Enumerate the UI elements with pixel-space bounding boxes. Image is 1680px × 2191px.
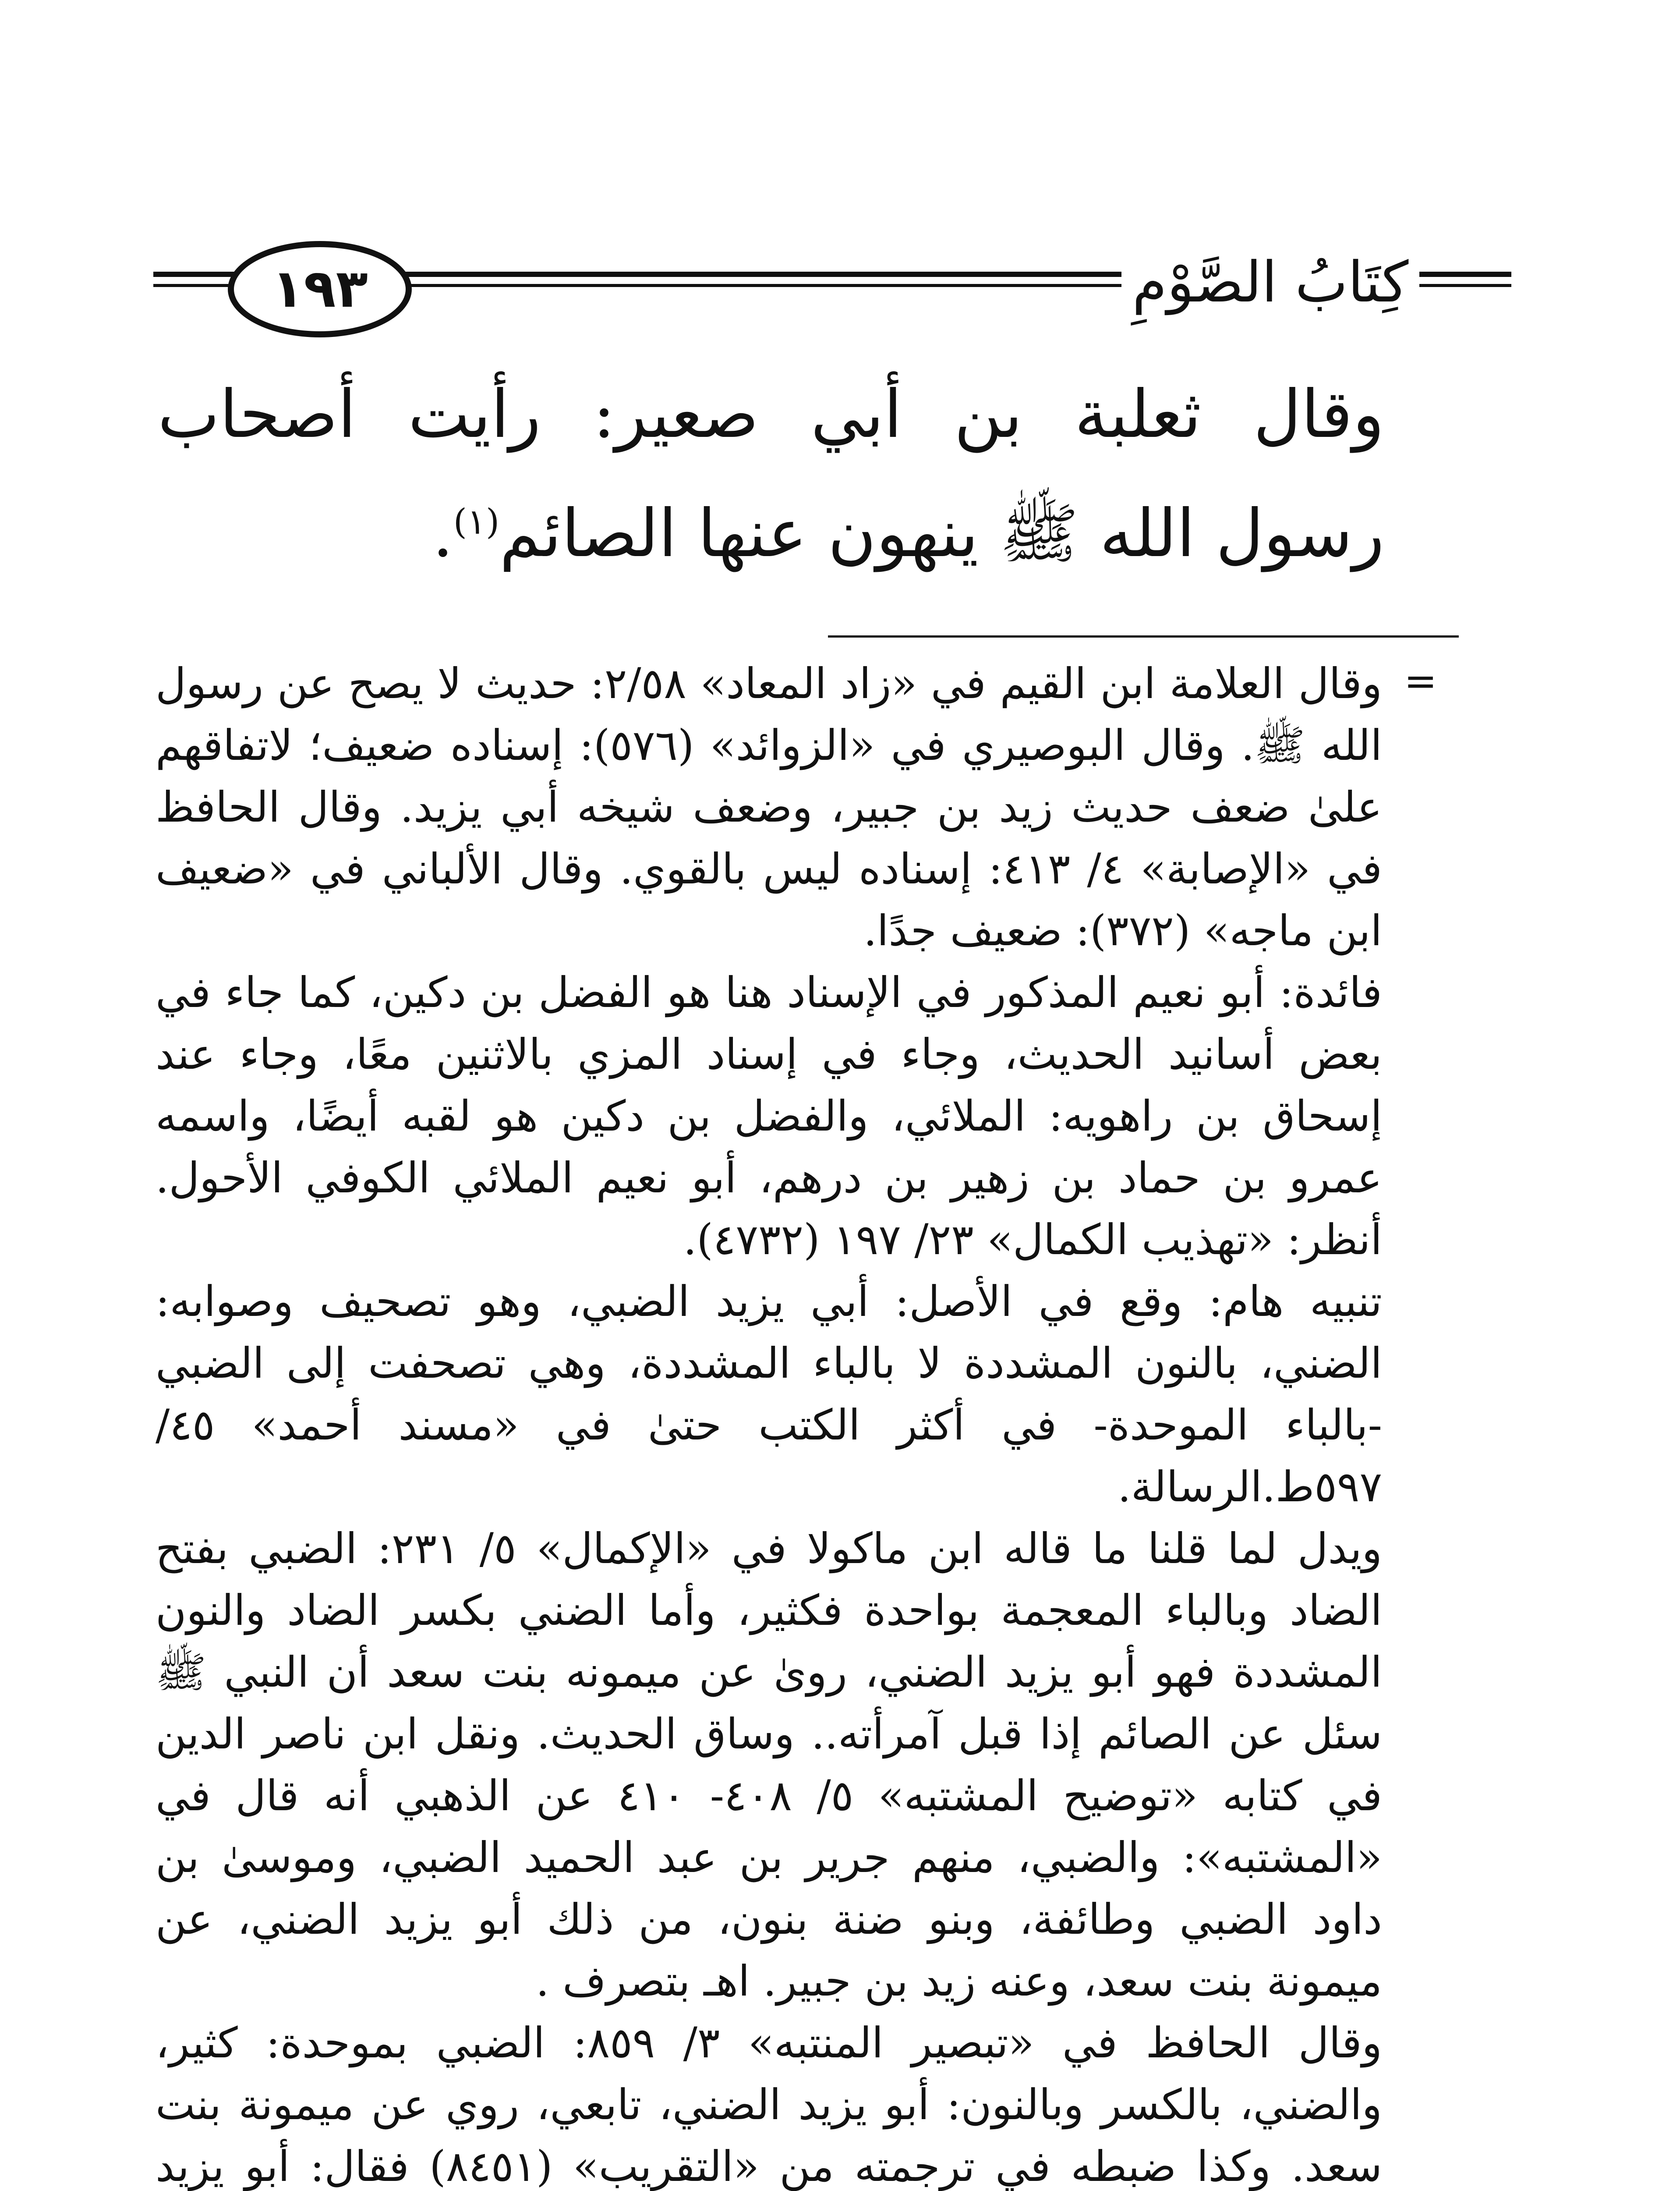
main-text-period: . — [432, 496, 453, 572]
page-number: ١٩٣ — [272, 259, 368, 319]
footnote-paragraph: فائدة: أبو نعيم المذكور في الإسناد هنا هو الفضل بن دكين، كما جاء في بعض أسانيد الحديث، وجاء في إسناد المزي بالاثنين معًا، وجاء عند إسحاق بن راهويه: الملائي، والفضل بن دكين هو لقبه أيضًا، واسمه عمرو بن حماد بن زهير بن درهم، أبو نعيم الملائي الكوفي الأحول. أنظر: «تهذيب الكمال» ٢٣/ ١٩٧ (٤٧٣٢). — [156, 968, 1383, 1264]
main-paragraph — [158, 355, 1384, 593]
footnote-paragraph: وقال العلامة ابن القيم في «زاد المعاد» ٢/٥٨: حديث لا يصح عن رسول الله ﷺ. وقال البوصيري في «الزوائد» (٥٧٦): إسناده ضعيف؛ لاتفاقهم علىٰ ضعف حديث زيد بن جبير، وضعف شيخه أبي يزيد. وقال الحافظ في «الإصابة» ٤/ ٤١٣: إسناده ليس بالقوي. وقال الألباني في «ضعيف ابن ماجه» (٣٧٢): ضعيف جدًا. — [156, 659, 1383, 955]
continuation-marker: = — [1404, 658, 1437, 704]
footnote-reference: (١) — [453, 501, 500, 542]
header-rule-middle-lower — [399, 284, 1139, 287]
page-number-badge — [228, 241, 412, 337]
footnote-separator — [828, 635, 1459, 638]
main-text: وقال ثعلبة بن أبي صعير: رأيت أصحاب رسول الله ﷺ ينهون عنها الصائم — [158, 376, 1384, 572]
footnote-paragraph: وقال الحافظ في «تبصير المنتبه» ٣/ ٨٥٩: الضبي بموحدة: كثير، والضني، بالكسر وبالنون: أبو يزيد الضني، تابعي، روي عن ميمونة بنت سعد. وكذا ضبطه في ترجمته من «التقريب» (٨٤٥١) فقال: أبو يزيد — [156, 2018, 1383, 2191]
header-rule-right — [1411, 272, 1511, 277]
header-rule-middle — [399, 272, 1139, 277]
footnote-paragraph: تنبيه هام: وقع في الأصل: أبي يزيد الضبي، وهو تصحيف وصوابه: الضني، بالنون المشددة لا بالباء المشددة، وهي تصحفت إلى الضبي -بالباء الموحدة- في أكثر الكتب حتىٰ في «مسند أحمد» ٤٥/ ٥٩٧ط.الرسالة. — [156, 1277, 1382, 1511]
footnotes-section — [156, 653, 1382, 2191]
book-title: كِتَابُ الصَّوْمِ — [1121, 249, 1419, 316]
header-rule-right-lower — [1411, 284, 1511, 287]
footnote-paragraph: ويدل لما قلنا ما قاله ابن ماكولا في «الإكمال» ٥/ ٢٣١: الضبي بفتح الضاد وبالباء المعجمة بواحدة فكثير، وأما الضني بكسر الضاد والنون المشددة فهو أبو يزيد الضني، روىٰ عن ميمونه بنت سعد أن النبي ﷺ سئل عن الصائم إذا قبل آمرأته.. وساق الحديث. ونقل ابن ناصر الدين في كتابه «توضيح المشتبه» ٥/ ٤٠٨- ٤١٠ عن الذهبي أنه قال في «المشتبه»: والضبي، منهم جرير بن عبد الحميد الضبي، وموسىٰ بن داود الضبي وطائفة، وبنو ضنة بنون، من ذلك أبو يزيد الضني، عن ميمونة بنت سعد، وعنه زيد بن جبير. اهـ بتصرف . — [156, 1524, 1383, 2006]
page-header — [153, 228, 1511, 351]
